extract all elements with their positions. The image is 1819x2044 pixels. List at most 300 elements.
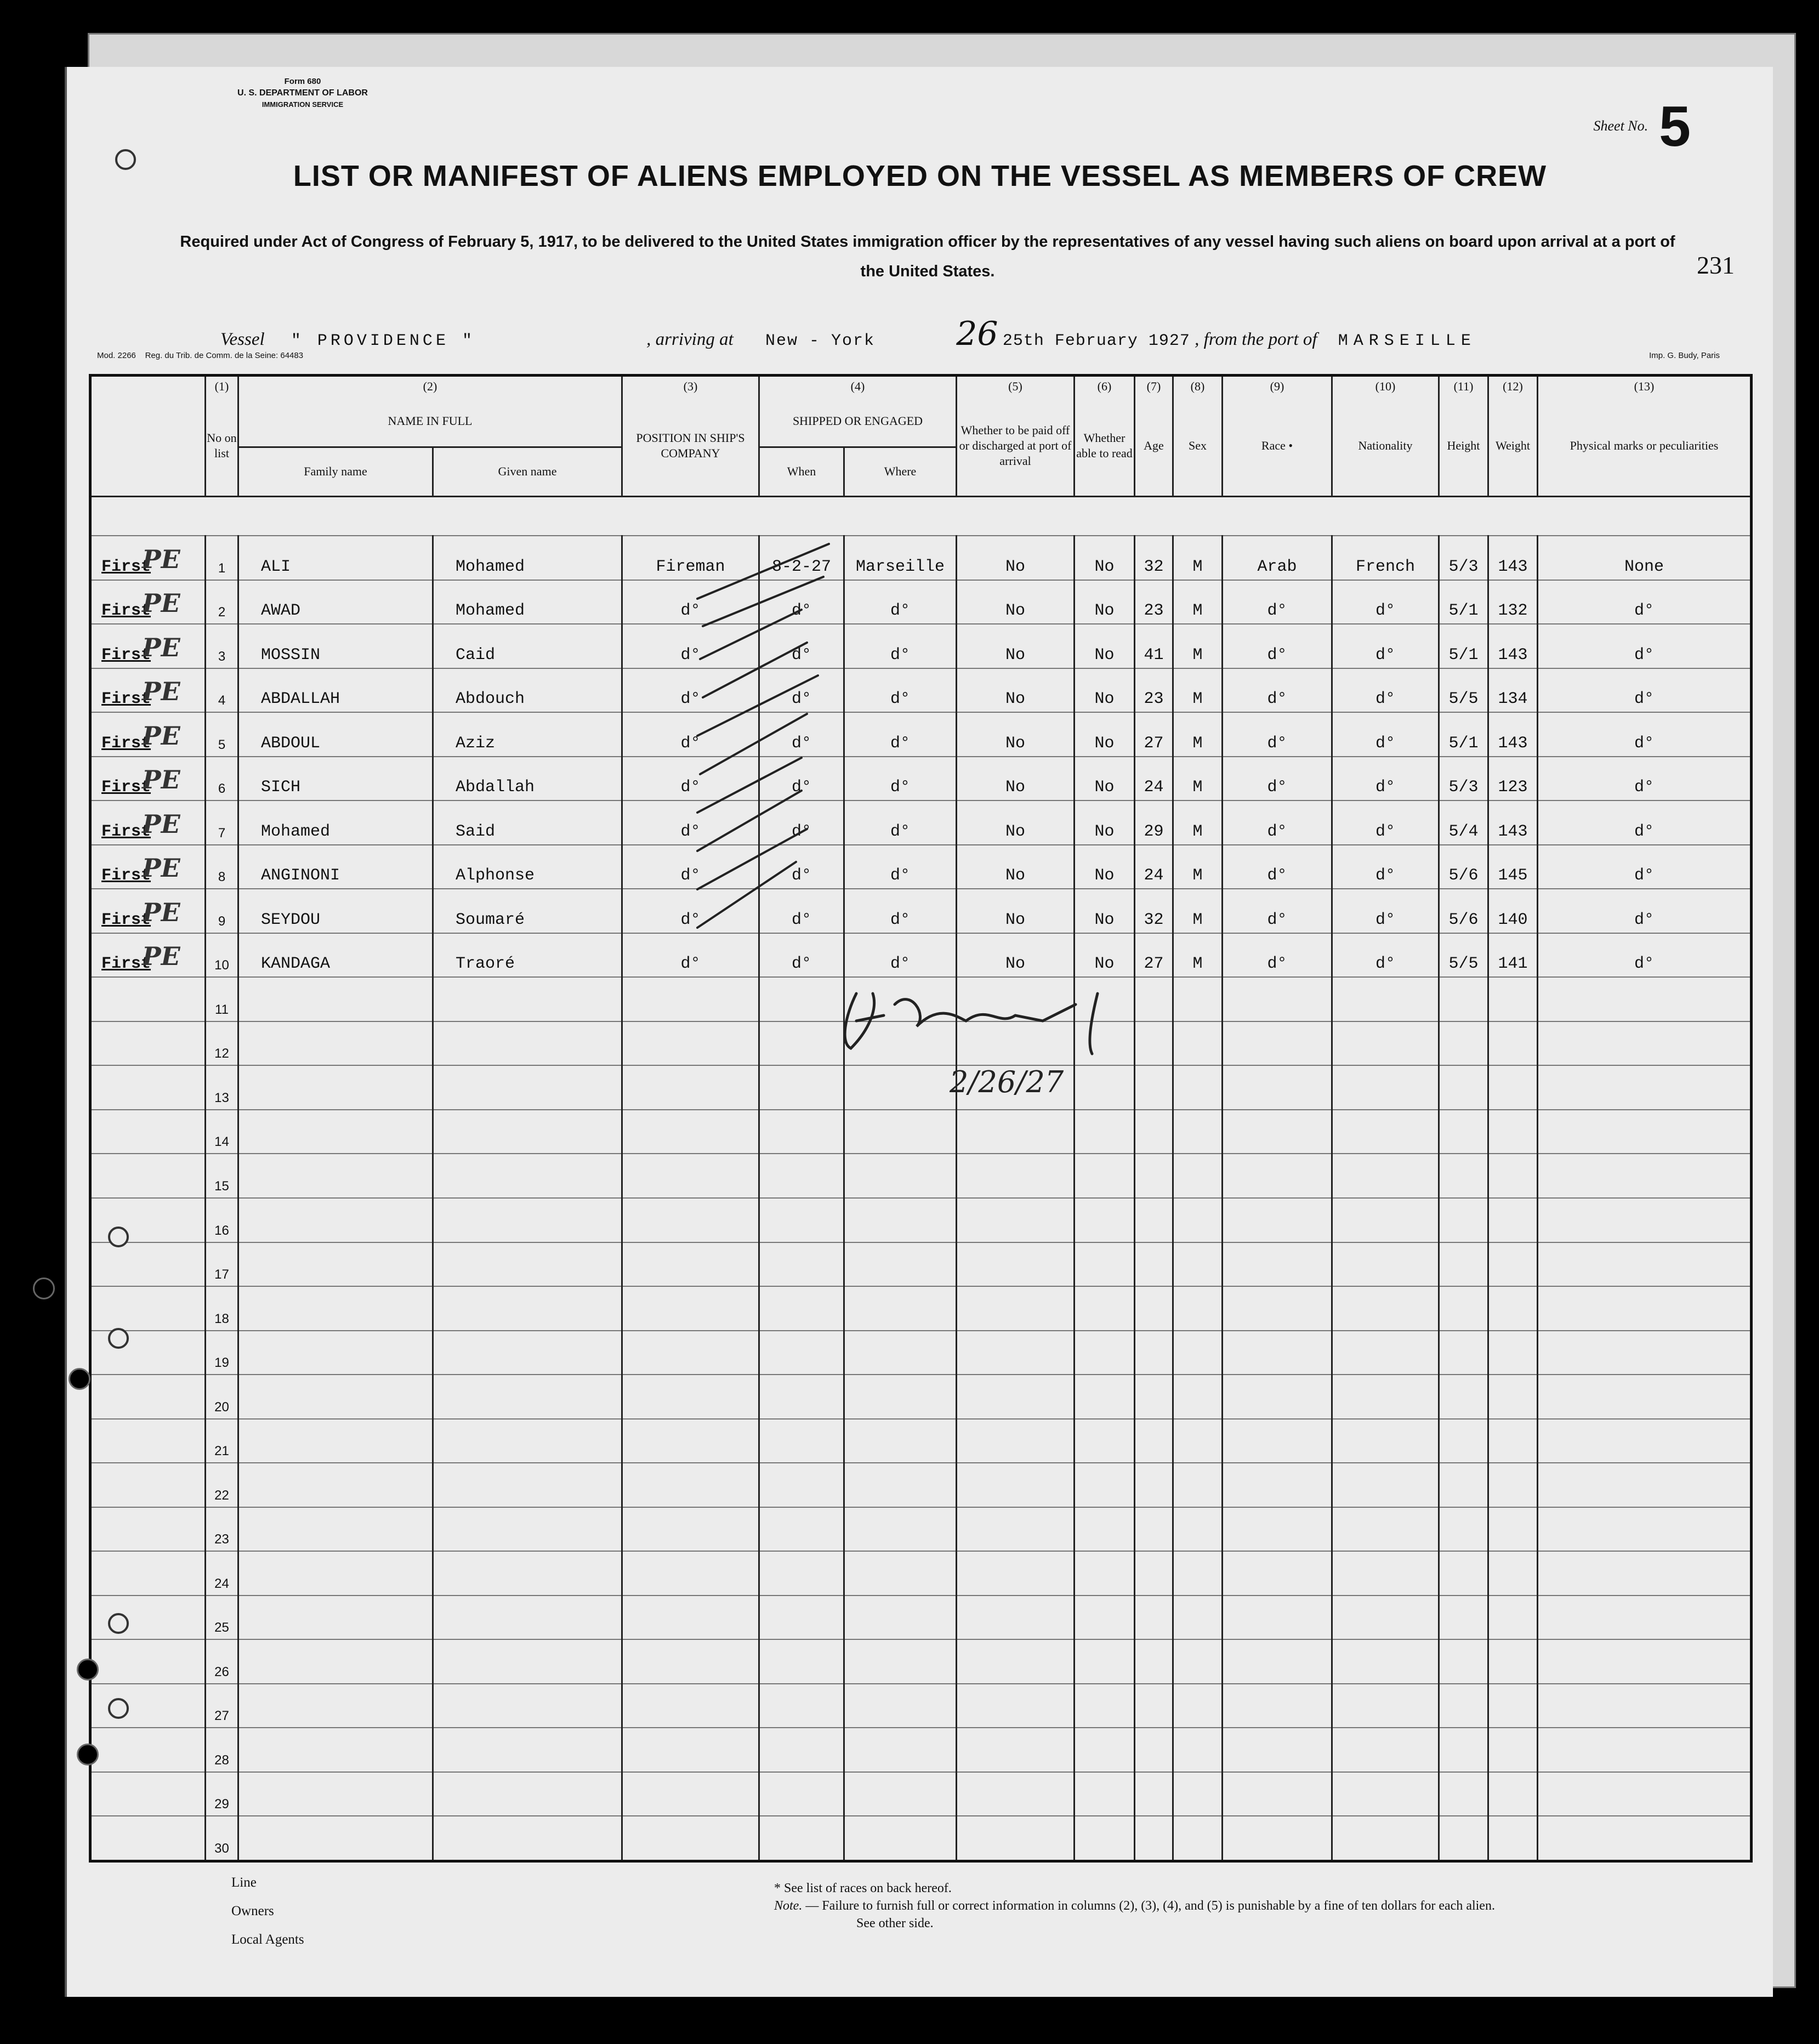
family-name-header: Family name — [238, 447, 433, 496]
pe-annotation: PE — [142, 897, 180, 927]
crew-class — [90, 1242, 206, 1287]
cell-sex — [1173, 1463, 1223, 1507]
cell-family: Mohamed — [238, 800, 433, 845]
cell-marks: d° — [1538, 757, 1752, 801]
cell-height: 5/1 — [1439, 580, 1488, 624]
cell-sex — [1173, 1021, 1223, 1066]
crew-class — [90, 624, 206, 668]
cell-position: d° — [622, 933, 759, 978]
cell-marks — [1538, 1154, 1752, 1198]
row-number: 3 — [206, 624, 238, 668]
cell-given: Said — [433, 800, 622, 845]
cell-sex — [1173, 1507, 1223, 1552]
cell-where — [844, 1596, 957, 1640]
cell-family — [238, 1286, 433, 1331]
table-row — [90, 1684, 1752, 1728]
cell-marks: d° — [1538, 933, 1752, 978]
cell-where — [844, 1419, 957, 1463]
cell-height: 5/5 — [1439, 933, 1488, 978]
punch-hole — [77, 1659, 99, 1680]
cell-nationality — [1332, 1021, 1439, 1066]
cell-age — [1135, 1551, 1173, 1596]
cell-marks: d° — [1538, 712, 1752, 757]
cell-marks — [1538, 1110, 1752, 1154]
row-number: 26 — [206, 1639, 238, 1684]
cell-where — [844, 1242, 957, 1287]
cell-height — [1439, 1375, 1488, 1419]
cell-height — [1439, 1772, 1488, 1816]
cell-race — [1223, 1684, 1332, 1728]
cell-sex — [1173, 977, 1223, 1021]
cell-position — [622, 1507, 759, 1552]
note-label: Note. — [774, 1899, 803, 1913]
cell-family: SICH — [238, 757, 433, 801]
manifest-sheet — [65, 67, 1773, 1997]
cell-when: 8-2-27 — [759, 536, 844, 580]
cell-age — [1135, 1596, 1173, 1640]
cell-nationality — [1332, 1331, 1439, 1375]
row-number: 14 — [206, 1110, 238, 1154]
cell-sex: M — [1173, 933, 1223, 978]
table-row — [90, 1596, 1752, 1640]
cell-nationality — [1332, 1110, 1439, 1154]
pe-annotation: PE — [142, 588, 180, 618]
cell-sex: M — [1173, 845, 1223, 889]
col11-number: (11) — [1439, 376, 1488, 397]
vessel-label: Vessel — [220, 330, 265, 349]
crew-class — [90, 845, 206, 889]
cell-read — [1075, 1728, 1135, 1772]
cell-family — [238, 1331, 433, 1375]
cell-given — [433, 1110, 622, 1154]
cell-sex: M — [1173, 800, 1223, 845]
cell-nationality — [1332, 977, 1439, 1021]
cell-marks — [1538, 1551, 1752, 1596]
form-header — [166, 76, 440, 110]
cell-weight — [1488, 1286, 1538, 1331]
cell-nationality — [1332, 1463, 1439, 1507]
cell-position: d° — [622, 668, 759, 713]
cell-when — [759, 1242, 844, 1287]
cell-given: Mohamed — [433, 536, 622, 580]
cell-position — [622, 1198, 759, 1242]
cell-nationality: d° — [1332, 580, 1439, 624]
col13-number: (13) — [1538, 376, 1752, 397]
given-name-header: Given name — [433, 447, 622, 496]
cell-read — [1075, 1331, 1135, 1375]
cell-read: No — [1075, 668, 1135, 713]
row-number: 5 — [206, 712, 238, 757]
cell-weight — [1488, 1596, 1538, 1640]
cell-position — [622, 1021, 759, 1066]
crew-class — [90, 668, 206, 713]
cell-race — [1223, 1375, 1332, 1419]
cell-family — [238, 1816, 433, 1861]
cell-sex — [1173, 1728, 1223, 1772]
table-row — [90, 1242, 1752, 1287]
cell-age: 27 — [1135, 712, 1173, 757]
cell-weight: 141 — [1488, 933, 1538, 978]
col12-number: (12) — [1488, 376, 1538, 397]
cell-sex — [1173, 1419, 1223, 1463]
crew-class — [90, 1639, 206, 1684]
cell-nationality — [1332, 1286, 1439, 1331]
table-row — [90, 933, 1752, 978]
cell-weight — [1488, 1684, 1538, 1728]
crew-class — [90, 1507, 206, 1552]
cell-paid — [957, 1772, 1075, 1816]
row-number: 27 — [206, 1684, 238, 1728]
col10-number: (10) — [1332, 376, 1439, 397]
table-row — [90, 1198, 1752, 1242]
cell-age: 23 — [1135, 668, 1173, 713]
position-header: POSITION IN SHIP'S COMPANY — [622, 396, 759, 496]
row-number: 6 — [206, 757, 238, 801]
cell-given — [433, 1596, 622, 1640]
cell-race — [1223, 1816, 1332, 1861]
cell-where — [844, 1684, 957, 1728]
cell-nationality — [1332, 1639, 1439, 1684]
cell-given — [433, 1816, 622, 1861]
cell-sex — [1173, 1639, 1223, 1684]
cell-age — [1135, 1154, 1173, 1198]
cell-age: 24 — [1135, 757, 1173, 801]
cell-where — [844, 1110, 957, 1154]
cell-age: 24 — [1135, 845, 1173, 889]
race-header: Race • — [1223, 396, 1332, 496]
table-row — [90, 712, 1752, 757]
cell-given — [433, 1286, 622, 1331]
table-row — [90, 1772, 1752, 1816]
cell-age — [1135, 1728, 1173, 1772]
cell-given — [433, 1065, 622, 1110]
cell-race: d° — [1223, 712, 1332, 757]
cell-paid: No — [957, 889, 1075, 933]
cell-position: Fireman — [622, 536, 759, 580]
cell-where — [844, 1331, 957, 1375]
cell-weight — [1488, 1772, 1538, 1816]
row-number: 29 — [206, 1772, 238, 1816]
class-text: First — [101, 734, 151, 753]
cell-age: 27 — [1135, 933, 1173, 978]
see-other-side: See other side. — [856, 1916, 934, 1931]
cell-family: ABDALLAH — [238, 668, 433, 713]
cell-marks: d° — [1538, 845, 1752, 889]
cell-weight: 145 — [1488, 845, 1538, 889]
cell-where: d° — [844, 668, 957, 713]
cell-nationality — [1332, 1816, 1439, 1861]
class-text: First — [101, 690, 151, 709]
vessel-name: " PROVIDENCE " — [291, 332, 475, 350]
cell-race — [1223, 1507, 1332, 1552]
cell-read: No — [1075, 624, 1135, 668]
cell-height: 5/1 — [1439, 624, 1488, 668]
cell-given: Traoré — [433, 933, 622, 978]
cell-weight: 143 — [1488, 624, 1538, 668]
cell-race — [1223, 1639, 1332, 1684]
cell-sex: M — [1173, 580, 1223, 624]
cell-paid: No — [957, 757, 1075, 801]
cell-where: Marseille — [844, 536, 957, 580]
crew-class — [90, 1596, 206, 1640]
crew-class — [90, 1110, 206, 1154]
class-text: First — [101, 557, 151, 576]
cell-read: No — [1075, 800, 1135, 845]
cell-family — [238, 1242, 433, 1287]
row-number: 22 — [206, 1463, 238, 1507]
cell-race — [1223, 1728, 1332, 1772]
cell-where — [844, 1463, 957, 1507]
cell-marks — [1538, 977, 1752, 1021]
cell-weight — [1488, 1375, 1538, 1419]
cell-position: d° — [622, 889, 759, 933]
cell-paid — [957, 1728, 1075, 1772]
cell-family — [238, 1154, 433, 1198]
cell-where: d° — [844, 889, 957, 933]
cell-given — [433, 1639, 622, 1684]
crew-class — [90, 1375, 206, 1419]
cell-age — [1135, 1639, 1173, 1684]
row-number: 8 — [206, 845, 238, 889]
cell-race — [1223, 1242, 1332, 1287]
cell-race — [1223, 1198, 1332, 1242]
arriving-port: New - York — [765, 332, 876, 350]
cell-family — [238, 1375, 433, 1419]
cell-nationality: d° — [1332, 712, 1439, 757]
cell-read: No — [1075, 757, 1135, 801]
cell-position: d° — [622, 712, 759, 757]
cell-weight — [1488, 1065, 1538, 1110]
crew-class — [90, 977, 206, 1021]
cell-read — [1075, 1772, 1135, 1816]
row-number: 21 — [206, 1419, 238, 1463]
cell-read: No — [1075, 536, 1135, 580]
cell-weight: 123 — [1488, 757, 1538, 801]
cell-marks — [1538, 1242, 1752, 1287]
cell-when: d° — [759, 580, 844, 624]
table-row — [90, 1331, 1752, 1375]
cell-height: 5/5 — [1439, 668, 1488, 713]
cell-nationality — [1332, 1419, 1439, 1463]
cell-nationality — [1332, 1728, 1439, 1772]
cell-paid — [957, 1154, 1075, 1198]
cell-position — [622, 1772, 759, 1816]
cell-height: 5/4 — [1439, 800, 1488, 845]
cell-given — [433, 1242, 622, 1287]
cell-given — [433, 1375, 622, 1419]
cell-marks: d° — [1538, 624, 1752, 668]
col9-number: (9) — [1223, 376, 1332, 397]
from-port: MARSEILLE — [1338, 332, 1476, 350]
no-on-list-header: No on list — [206, 396, 238, 496]
pe-annotation: PE — [142, 809, 180, 839]
cell-height: 5/6 — [1439, 889, 1488, 933]
cell-given — [433, 977, 622, 1021]
when-header: When — [759, 447, 844, 496]
crew-class — [90, 1728, 206, 1772]
cell-when — [759, 977, 844, 1021]
cell-nationality: d° — [1332, 624, 1439, 668]
cell-age — [1135, 1816, 1173, 1861]
print-model — [97, 351, 303, 360]
arrival-date: 25th February 1927 — [1002, 332, 1190, 350]
cell-paid — [957, 1463, 1075, 1507]
cell-read — [1075, 1463, 1135, 1507]
table-row — [90, 536, 1752, 580]
sheet-label: Sheet No. — [1593, 118, 1649, 134]
cell-given — [433, 1331, 622, 1375]
col5-number: (5) — [957, 376, 1075, 397]
from-label: , from the port of — [1195, 330, 1317, 349]
cell-weight: 143 — [1488, 800, 1538, 845]
sheet-number-value: 5 — [1659, 95, 1691, 158]
table-row — [90, 800, 1752, 845]
cell-weight: 132 — [1488, 580, 1538, 624]
cell-weight — [1488, 1331, 1538, 1375]
inspector-signature — [834, 983, 1141, 1109]
cell-paid: No — [957, 933, 1075, 978]
table-row — [90, 1551, 1752, 1596]
cell-read: No — [1075, 933, 1135, 978]
binder-ring — [108, 1328, 129, 1349]
punch-hole — [77, 1744, 99, 1765]
table-row — [90, 1639, 1752, 1684]
cell-nationality: French — [1332, 536, 1439, 580]
cell-family — [238, 1198, 433, 1242]
row-number: 10 — [206, 933, 238, 978]
cell-position — [622, 1419, 759, 1463]
cell-family — [238, 1772, 433, 1816]
cell-height: 5/6 — [1439, 845, 1488, 889]
crew-class — [90, 1684, 206, 1728]
binder-ring — [108, 1613, 129, 1634]
row-number: 17 — [206, 1242, 238, 1287]
fine-note — [774, 1897, 1651, 1915]
cell-marks — [1538, 1419, 1752, 1463]
table-row — [90, 668, 1752, 713]
punch-hole — [33, 1278, 55, 1299]
registry-text: Reg. du Trib. de Comm. de la Seine: 64483 — [145, 351, 304, 360]
line-label: Line — [231, 1875, 257, 1890]
cell-weight — [1488, 977, 1538, 1021]
cell-marks — [1538, 1198, 1752, 1242]
cell-age — [1135, 1286, 1173, 1331]
cell-nationality — [1332, 1596, 1439, 1640]
cell-sex — [1173, 1375, 1223, 1419]
crew-class — [90, 757, 206, 801]
cell-age — [1135, 1507, 1173, 1552]
cell-family — [238, 1419, 433, 1463]
cell-family: ANGINONI — [238, 845, 433, 889]
shipped-header: SHIPPED OR ENGAGED — [759, 396, 957, 447]
cell-height — [1439, 1242, 1488, 1287]
cell-read: No — [1075, 845, 1135, 889]
table-row — [90, 1816, 1752, 1861]
crew-class — [90, 1419, 206, 1463]
cell-nationality: d° — [1332, 800, 1439, 845]
class-text: First — [101, 866, 151, 885]
binder-ring — [108, 1227, 129, 1247]
cell-age — [1135, 1463, 1173, 1507]
table-row — [90, 1419, 1752, 1463]
cell-when — [759, 1507, 844, 1552]
cell-nationality — [1332, 1375, 1439, 1419]
row-number: 28 — [206, 1728, 238, 1772]
cell-height — [1439, 1816, 1488, 1861]
pe-annotation: PE — [142, 544, 180, 574]
cell-when — [759, 1286, 844, 1331]
cell-race: Arab — [1223, 536, 1332, 580]
class-text: First — [101, 778, 151, 797]
cell-family — [238, 1684, 433, 1728]
page-title: LIST OR MANIFEST OF ALIENS EMPLOYED ON THE VESSEL AS MEMBERS OF CREW — [293, 160, 1547, 192]
cell-sex — [1173, 1286, 1223, 1331]
cell-sex — [1173, 1772, 1223, 1816]
cell-family: AWAD — [238, 580, 433, 624]
cell-race: d° — [1223, 624, 1332, 668]
cell-sex — [1173, 1242, 1223, 1287]
cell-read — [1075, 1110, 1135, 1154]
cell-when — [759, 1198, 844, 1242]
cell-when: d° — [759, 712, 844, 757]
cell-weight — [1488, 1551, 1538, 1596]
row-number: 12 — [206, 1021, 238, 1066]
cell-sex — [1173, 1816, 1223, 1861]
cell-position — [622, 1286, 759, 1331]
row-number: 30 — [206, 1816, 238, 1861]
class-text: First — [101, 645, 151, 665]
cell-given — [433, 1728, 622, 1772]
cell-race — [1223, 1463, 1332, 1507]
cell-weight — [1488, 1463, 1538, 1507]
cell-family: ALI — [238, 536, 433, 580]
cell-race: d° — [1223, 889, 1332, 933]
cell-weight — [1488, 1242, 1538, 1287]
model-text: Mod. 2266 — [97, 351, 136, 360]
cell-age — [1135, 1331, 1173, 1375]
able-to-read-header: Whether able to read — [1075, 396, 1135, 496]
cell-read — [1075, 1242, 1135, 1287]
cell-sex — [1173, 1065, 1223, 1110]
cell-age: 41 — [1135, 624, 1173, 668]
table-row — [90, 845, 1752, 889]
cell-read — [1075, 1154, 1135, 1198]
cell-position: d° — [622, 757, 759, 801]
table-row — [90, 580, 1752, 624]
where-header: Where — [844, 447, 957, 496]
cell-height — [1439, 1021, 1488, 1066]
cell-where — [844, 1728, 957, 1772]
cell-when: d° — [759, 668, 844, 713]
cell-age: 32 — [1135, 536, 1173, 580]
cell-sex: M — [1173, 712, 1223, 757]
row-number: 23 — [206, 1507, 238, 1552]
cell-when — [759, 1728, 844, 1772]
cell-family — [238, 1551, 433, 1596]
cell-marks — [1538, 1463, 1752, 1507]
cell-race — [1223, 1110, 1332, 1154]
cell-paid — [957, 1331, 1075, 1375]
cell-paid — [957, 1198, 1075, 1242]
crew-class — [90, 536, 206, 580]
cell-given — [433, 1021, 622, 1066]
row-number: 20 — [206, 1375, 238, 1419]
cell-marks: d° — [1538, 668, 1752, 713]
cell-given — [433, 1551, 622, 1596]
cell-when: d° — [759, 624, 844, 668]
vessel-line — [220, 315, 1646, 353]
cell-position — [622, 1639, 759, 1684]
